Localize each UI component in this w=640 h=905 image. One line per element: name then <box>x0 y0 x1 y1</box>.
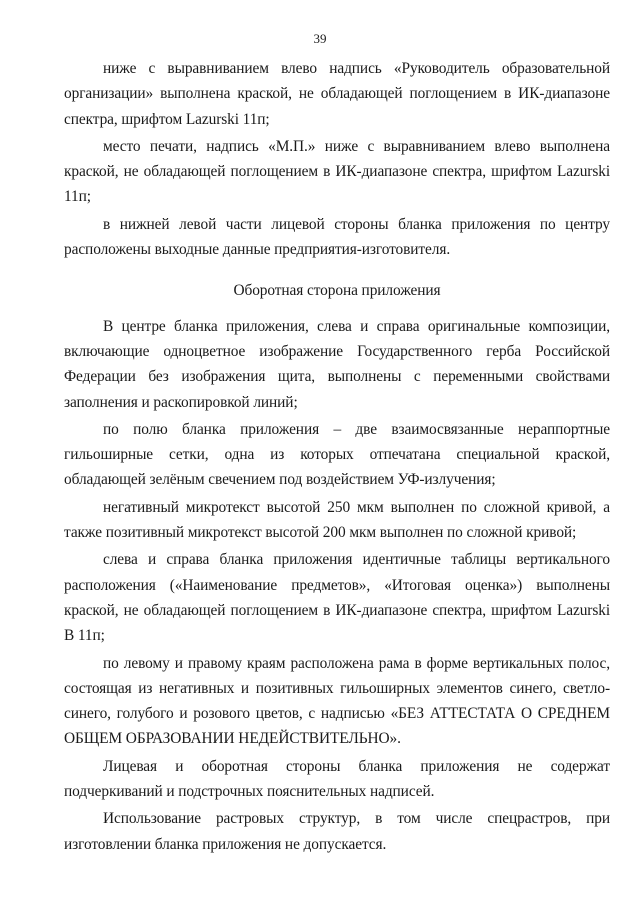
section-heading: Оборотная сторона приложения <box>233 282 441 300</box>
paragraph: Лицевая и оборотная стороны бланка приложения не содержат подчеркиваний и подстрочных пояснительных надписей. <box>64 757 610 801</box>
page-number: 39 <box>313 31 327 46</box>
paragraph: ниже с выравниванием влево надпись «Руководитель образовательной организации» выполнена краской, не обладающей поглощением в ИК-диапазоне спектра, шрифтом Lazurski 11п; <box>64 60 610 128</box>
document-body <box>64 56 610 859</box>
paragraph: в нижней левой части лицевой стороны бланка приложения по центру расположены выходные данные предприятия-изготовителя. <box>64 215 610 259</box>
paragraph: по левому и правому краям расположена рама в форме вертикальных полос, состоящая из негативных и позитивных гильоширных элементов синего, светло-синего, голубого и розового цветов, с надписью «БЕЗ АТТЕСТАТА О СРЕДНЕМ ОБЩЕМ ОБРАЗОВАНИИ НЕДЕЙСТВИТЕЛЬНО». <box>64 654 610 748</box>
paragraph: слева и справа бланка приложения идентичные таблицы вертикального расположения («Наименование предметов», «Итоговая оценка») выполнены краской, не обладающей поглощением в ИК-диапазоне спектра, шрифтом Lazurski B 11п; <box>64 551 610 645</box>
paragraph: негативный микротекст высотой 250 мкм выполнен по сложной кривой, а также позитивный микротекст высотой 200 мкм выполнен по сложной кривой; <box>64 498 610 542</box>
paragraph: по полю бланка приложения – две взаимосвязанные нераппортные гильоширные сетки, одна из которых отпечатана специальной краской, обладающей зелёным свечением под воздействием УФ-излучения; <box>64 420 610 489</box>
paragraph: Использование растровых структур, в том числе спецрастров, при изготовлении бланка приложения не допускается. <box>64 810 610 853</box>
paragraph: В центре бланка приложения, слева и справа оригинальные композиции, включающие одноцветное изображение Государственного герба Российской Федерации без изображения щита, выполнены с переменными свойствами заполнения и раскопировкой линий; <box>64 317 610 411</box>
paragraph: место печати, надпись «М.П.» ниже с выравниванием влево выполнена краской, не обладающей поглощением в ИК-диапазоне спектра, шрифтом Lazurski 11п; <box>64 137 610 206</box>
